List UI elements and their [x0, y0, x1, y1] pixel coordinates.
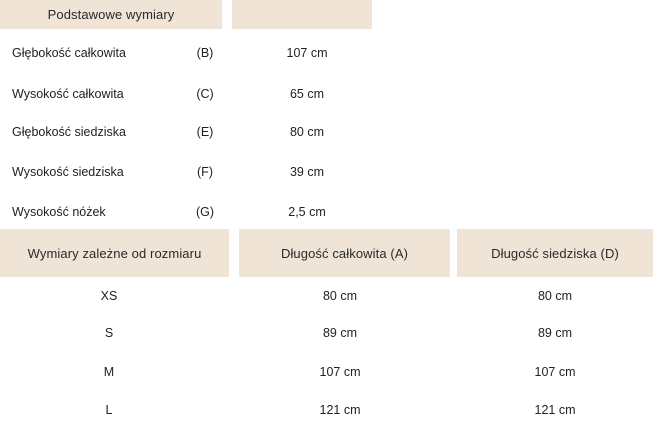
dimension-code: (B): [196, 46, 214, 60]
total-length-value: 89 cm: [322, 326, 358, 340]
dimension-code: (G): [195, 205, 215, 219]
dimension-code: (F): [197, 165, 213, 179]
size-label: M: [103, 365, 115, 379]
total-length-header-label: Długość całkowita (A): [280, 245, 409, 261]
dimension-code: (E): [196, 125, 214, 139]
seat-length-value: 107 cm: [534, 365, 576, 379]
total-length-value: 121 cm: [319, 403, 361, 417]
seat-length-value: 80 cm: [537, 289, 573, 303]
dimension-label: Głębokość siedziska: [12, 125, 126, 139]
size-label: S: [104, 326, 114, 340]
dimension-code: (C): [196, 87, 214, 101]
size-dependent-header-label: Wymiary zależne od rozmiaru: [27, 245, 202, 261]
seat-length-header: [457, 229, 653, 277]
size-label: L: [105, 403, 113, 417]
size-dependent-header: [0, 229, 229, 277]
total-length-value: 107 cm: [319, 365, 361, 379]
basic-dimensions-header: [0, 0, 222, 29]
dimension-label: Głębokość całkowita: [12, 46, 126, 60]
size-label: XS: [100, 289, 118, 303]
total-length-header: [239, 229, 450, 277]
dimension-value: 39 cm: [289, 165, 325, 179]
dimension-label: Wysokość nóżek: [12, 205, 106, 219]
dimension-value: 65 cm: [289, 87, 325, 101]
dimension-value: 2,5 cm: [288, 205, 326, 219]
seat-length-value: 121 cm: [534, 403, 576, 417]
basic-dimensions-header-label: Podstawowe wymiary: [47, 7, 175, 22]
basic-dimensions-value-header: [232, 0, 372, 29]
seat-length-header-label: Długość siedziska (D): [491, 245, 619, 261]
dimension-value: 107 cm: [286, 46, 328, 60]
total-length-value: 80 cm: [322, 289, 358, 303]
seat-length-value: 89 cm: [537, 326, 573, 340]
dimension-label: Wysokość siedziska: [12, 165, 124, 179]
dimension-value: 80 cm: [289, 125, 325, 139]
dimension-label: Wysokość całkowita: [12, 87, 124, 101]
